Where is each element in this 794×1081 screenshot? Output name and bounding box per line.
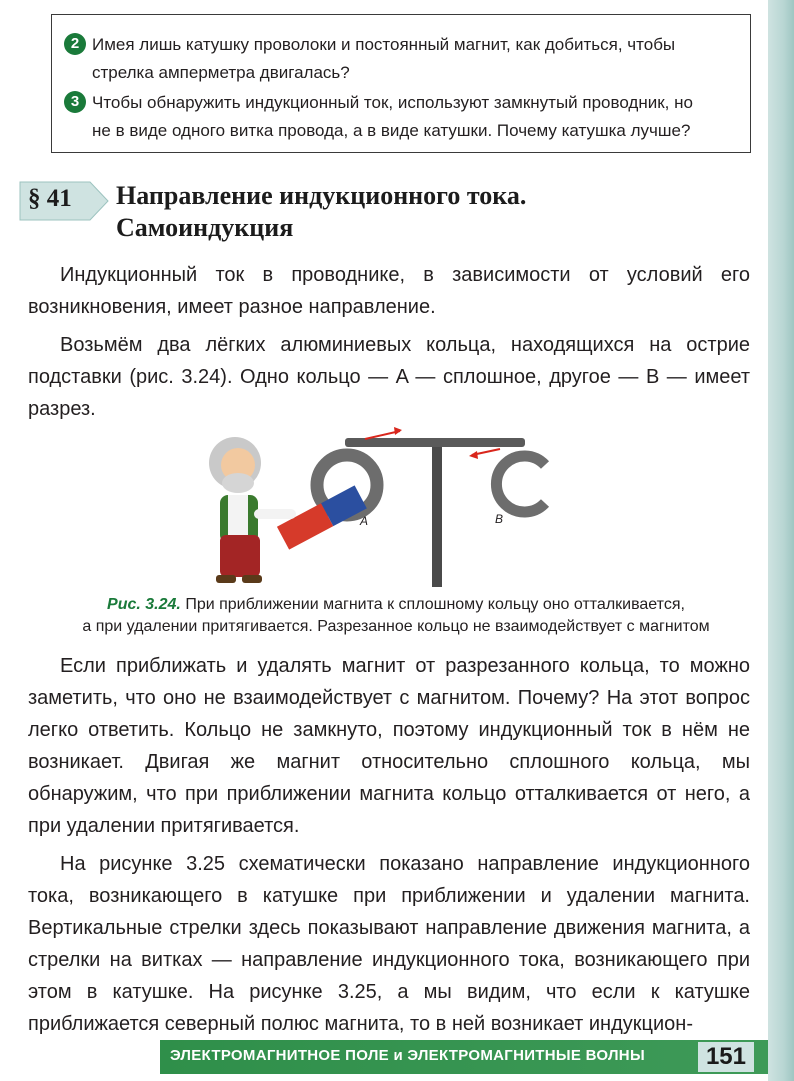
question-line: не в виде одного витка провода, а в виде катушки. Почему катушка лучше?: [92, 121, 691, 140]
chapter-title: ЭЛЕКТРОМАГНИТНОЕ ПОЛЕ и ЭЛЕКТРОМАГНИТНЫЕ ВОЛНЫ: [170, 1047, 645, 1064]
paragraph: На рисунке 3.25 схематически показано направление индукционного тока, возникающего в катушке при приближении и удалении магнита. Вертикальные стрелки здесь показывают направление движения магнита, а стрелки на витках — направление индукционного тока, возникающего при этом в катушке. На рисунке 3.25, а мы видим, что если к катушке приближается северный полюс магнита, то в ней возникает индукцион-: [28, 853, 750, 1035]
ring-a-label: A: [360, 514, 369, 528]
page-number: 151: [698, 1042, 754, 1072]
chapter-footer: [160, 1040, 768, 1074]
paragraph: Если приближать и удалять магнит от разрезанного кольца, то можно заметить, что оно не взаимодействует с магнитом. Почему? На этот вопрос легко ответить. Кольцо не замкнуто, поэтому индукционный ток в нём не возникает. Двигая же магнит относительно сплошного кольца, мы обнаружим, что при приближении магнита кольцо отталкивается от него, а при удалении притягивается.: [28, 655, 750, 837]
magnet-n-label: N: [341, 527, 350, 541]
section-number: § 41: [28, 185, 72, 212]
figure-3-24: [190, 425, 610, 595]
section-title: [116, 180, 736, 244]
question-line: Имея лишь катушку проволоки и постоянный магнит, как добиться, чтобы: [92, 35, 676, 54]
question-line: Чтобы обнаружить индукционный ток, используют замкнутый проводник, но: [92, 93, 693, 112]
ring-b-label: B: [495, 512, 504, 526]
caption-label: Рис. 3.24.: [107, 596, 181, 613]
section-title-line: Самоиндукция: [116, 213, 294, 242]
magnet-s-label: S: [308, 547, 317, 561]
question-number-badge: 2: [64, 33, 86, 55]
scientist-trousers: [220, 535, 260, 577]
intro-text: [28, 259, 750, 425]
question-line: стрелка амперметра двигалась?: [92, 63, 350, 82]
paragraph: Возьмём два лёгких алюминиевых кольца, находящихся на острие подставки (рис. 3.24). Одно кольцо — A — сплошное, другое — B — имеет разрез.: [28, 334, 750, 420]
stand-post: [432, 447, 442, 587]
paragraph: Индукционный ток в проводнике, в зависимости от условий его возникновения, имеет разное направление.: [28, 264, 750, 318]
page-edge-strip: [768, 0, 794, 1081]
body-text: [28, 650, 750, 1040]
section-title-line: Направление индукционного тока.: [116, 181, 527, 210]
stand-beam: [345, 438, 525, 447]
ring-b: [496, 456, 545, 512]
caption-text: При приближении магнита к сплошному кольцу оно отталкивается,: [185, 596, 685, 613]
figure-caption: [40, 594, 752, 638]
caption-text: а при удалении притягивается. Разрезанное кольцо не взаимодействует с магнитом: [82, 618, 710, 635]
question-number-badge: 3: [64, 91, 86, 113]
section-badge: [18, 180, 108, 222]
questions-box: [51, 14, 751, 153]
